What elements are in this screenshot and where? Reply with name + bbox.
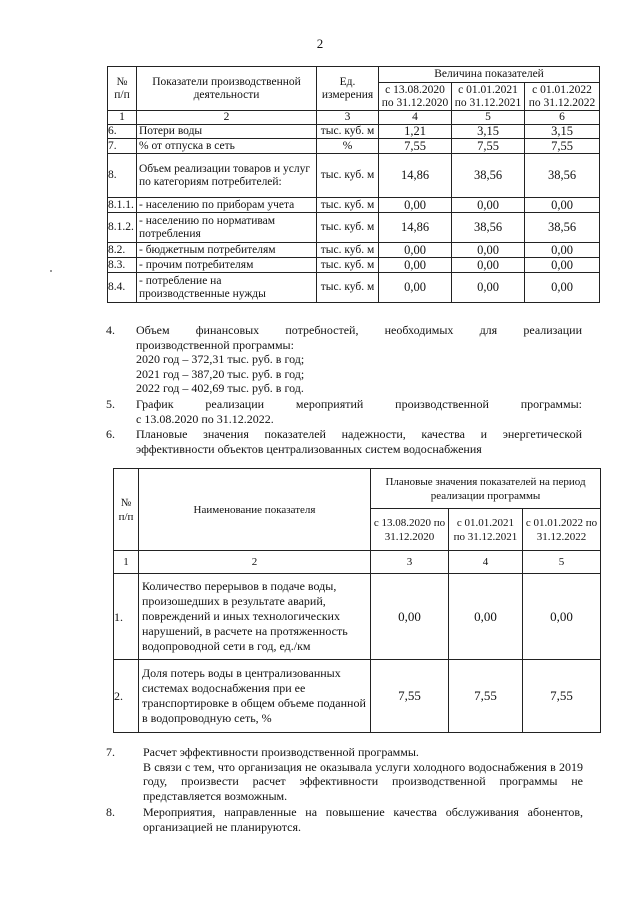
- header-period: с 01.01.2021 по 31.12.2021: [452, 83, 525, 111]
- reliability-indicators-table: [113, 468, 601, 733]
- item-5-text: [136, 397, 582, 426]
- row-name: - прочим потребителям: [137, 258, 317, 273]
- row-value: 7,55: [371, 660, 449, 733]
- row-name: - населению по нормативам потребления: [137, 213, 317, 243]
- header-value-group: Величина показателей: [379, 67, 600, 83]
- item-4-year-2021: 2021 год – 387,20 тыс. руб. в год;: [136, 366, 305, 381]
- row-value: 0,00: [449, 574, 523, 660]
- table-row: [108, 258, 600, 273]
- table-row: [108, 273, 600, 303]
- header-name: Наименование показателя: [139, 469, 371, 551]
- col-number: 1: [108, 111, 137, 125]
- item-5-line2: с 13.08.2020 по 31.12.2022.: [136, 411, 274, 426]
- item-6-number: 6.: [106, 427, 115, 441]
- header-num: № п/п: [108, 67, 137, 111]
- row-name: Количество перерывов в подаче воды, произошедших в результате аварий, повреждений и иных технологических нарушений, в расчете на протяженность водопроводной сети в год, ед./км: [139, 574, 371, 660]
- header-period: с 01.01.2021 по 31.12.2021: [449, 509, 523, 551]
- row-value: 14,86: [379, 154, 452, 198]
- row-value: 3,15: [525, 125, 600, 139]
- row-value: 7,55: [525, 139, 600, 154]
- row-value: 1,21: [379, 125, 452, 139]
- table-row: [108, 213, 600, 243]
- item-7-text: [143, 745, 583, 803]
- row-value: 0,00: [371, 574, 449, 660]
- item-6-line2: эффективности объектов централизованных систем водоснабжения: [136, 441, 482, 456]
- header-period: с 13.08.2020 по 31.12.2020: [371, 509, 449, 551]
- row-name: Объем реализации товаров и услуг по категориям потребителей:: [137, 154, 317, 198]
- row-unit: тыс. куб. м: [317, 258, 379, 273]
- col-number: 3: [317, 111, 379, 125]
- row-value: 0,00: [379, 198, 452, 213]
- row-value: 38,56: [525, 154, 600, 198]
- item-5-line1: График реализации мероприятий производственной программы:: [136, 397, 582, 411]
- row-value: 0,00: [525, 198, 600, 213]
- row-num: 8.3.: [108, 258, 137, 273]
- row-value: 7,55: [449, 660, 523, 733]
- table-row: [108, 198, 600, 213]
- item-4-number: 4.: [106, 323, 115, 337]
- header-unit: Ед. измерения: [317, 67, 379, 111]
- row-value: 14,86: [379, 213, 452, 243]
- col-number: 5: [523, 551, 601, 574]
- row-name: % от отпуска в сеть: [137, 139, 317, 154]
- item-6-line1: Плановые значения показателей надежности, качества и энергетической: [136, 427, 582, 441]
- col-number: 4: [379, 111, 452, 125]
- col-number: 3: [371, 551, 449, 574]
- row-value: 0,00: [452, 198, 525, 213]
- row-num: 8.4.: [108, 273, 137, 303]
- col-number: 2: [137, 111, 317, 125]
- table-row: [108, 154, 600, 198]
- row-name: Потери воды: [137, 125, 317, 139]
- row-num: 1.: [114, 574, 139, 660]
- row-unit: тыс. куб. м: [317, 198, 379, 213]
- row-value: 3,15: [452, 125, 525, 139]
- row-num: 8.1.2.: [108, 213, 137, 243]
- row-value: 38,56: [525, 213, 600, 243]
- item-8-number: 8.: [106, 805, 115, 819]
- row-name: - бюджетным потребителям: [137, 243, 317, 258]
- table-row: [114, 660, 601, 733]
- header-num: № п/п: [114, 469, 139, 551]
- row-value: 38,56: [452, 213, 525, 243]
- row-num: 8.: [108, 154, 137, 198]
- row-value: 0,00: [379, 258, 452, 273]
- table-row: [108, 125, 600, 139]
- header-value-group: Плановые значения показателей на период реализации программы: [371, 469, 601, 509]
- row-value: 0,00: [452, 243, 525, 258]
- row-unit: тыс. куб. м: [317, 125, 379, 139]
- item-5-number: 5.: [106, 397, 115, 411]
- row-value: 0,00: [525, 258, 600, 273]
- row-num: 6.: [108, 125, 137, 139]
- item-4-line2: производственной программы:: [136, 337, 294, 352]
- header-indicator: Показатели производственной деятельности: [137, 67, 317, 111]
- row-name: - населению по приборам учета: [137, 198, 317, 213]
- row-value: 7,55: [523, 660, 601, 733]
- row-num: 7.: [108, 139, 137, 154]
- row-name: - потребление на производственные нужды: [137, 273, 317, 303]
- table-row: [108, 243, 600, 258]
- scan-speck: [50, 270, 52, 272]
- row-num: 8.1.1.: [108, 198, 137, 213]
- row-value: 38,56: [452, 154, 525, 198]
- row-value: 0,00: [452, 273, 525, 303]
- col-number: 4: [449, 551, 523, 574]
- row-unit: тыс. куб. м: [317, 273, 379, 303]
- row-value: 7,55: [452, 139, 525, 154]
- row-value: 0,00: [523, 574, 601, 660]
- row-value: 0,00: [379, 273, 452, 303]
- row-unit: %: [317, 139, 379, 154]
- row-value: 0,00: [525, 243, 600, 258]
- col-number: 5: [452, 111, 525, 125]
- header-period: с 01.01.2022 по 31.12.2022: [523, 509, 601, 551]
- row-value: 0,00: [379, 243, 452, 258]
- row-unit: тыс. куб. м: [317, 154, 379, 198]
- row-name: Доля потерь воды в централизованных системах водоснабжения при ее транспортировке в общем объеме поданной в водопроводную сеть, %: [139, 660, 371, 733]
- item-4-text: [136, 323, 582, 396]
- row-num: 2.: [114, 660, 139, 733]
- item-7-number: 7.: [106, 745, 115, 759]
- item-4-year-2020: 2020 год – 372,31 тыс. руб. в год;: [136, 352, 305, 366]
- col-number: 6: [525, 111, 600, 125]
- header-period: с 13.08.2020 по 31.12.2020: [379, 83, 452, 111]
- col-number: 1: [114, 551, 139, 574]
- item-8-text: Мероприятия, направленные на повышение качества обслуживания абонентов, организацией не планируются.: [143, 805, 583, 834]
- row-unit: тыс. куб. м: [317, 213, 379, 243]
- table-row: [108, 139, 600, 154]
- header-period: с 01.01.2022 по 31.12.2022: [525, 83, 600, 111]
- page-number: 2: [316, 36, 324, 51]
- item-4-year-2022: 2022 год – 402,69 тыс. руб. в год.: [136, 381, 304, 395]
- col-number: 2: [139, 551, 371, 574]
- row-value: 7,55: [379, 139, 452, 154]
- item-4-line1: Объем финансовых потребностей, необходимых для реализации: [136, 323, 582, 337]
- item-7-body: В связи с тем, что организация не оказывала услуги холодного водоснабжения в 2019 году, произвести расчет эффективности производственной программы не представляется возможным.: [143, 759, 583, 803]
- item-6-text: [136, 427, 582, 456]
- row-unit: тыс. куб. м: [317, 243, 379, 258]
- row-value: 0,00: [525, 273, 600, 303]
- row-value: 0,00: [452, 258, 525, 273]
- table-row: [114, 574, 601, 660]
- production-indicators-table: [107, 66, 600, 303]
- row-num: 8.2.: [108, 243, 137, 258]
- item-7-title: Расчет эффективности производственной программы.: [143, 745, 419, 759]
